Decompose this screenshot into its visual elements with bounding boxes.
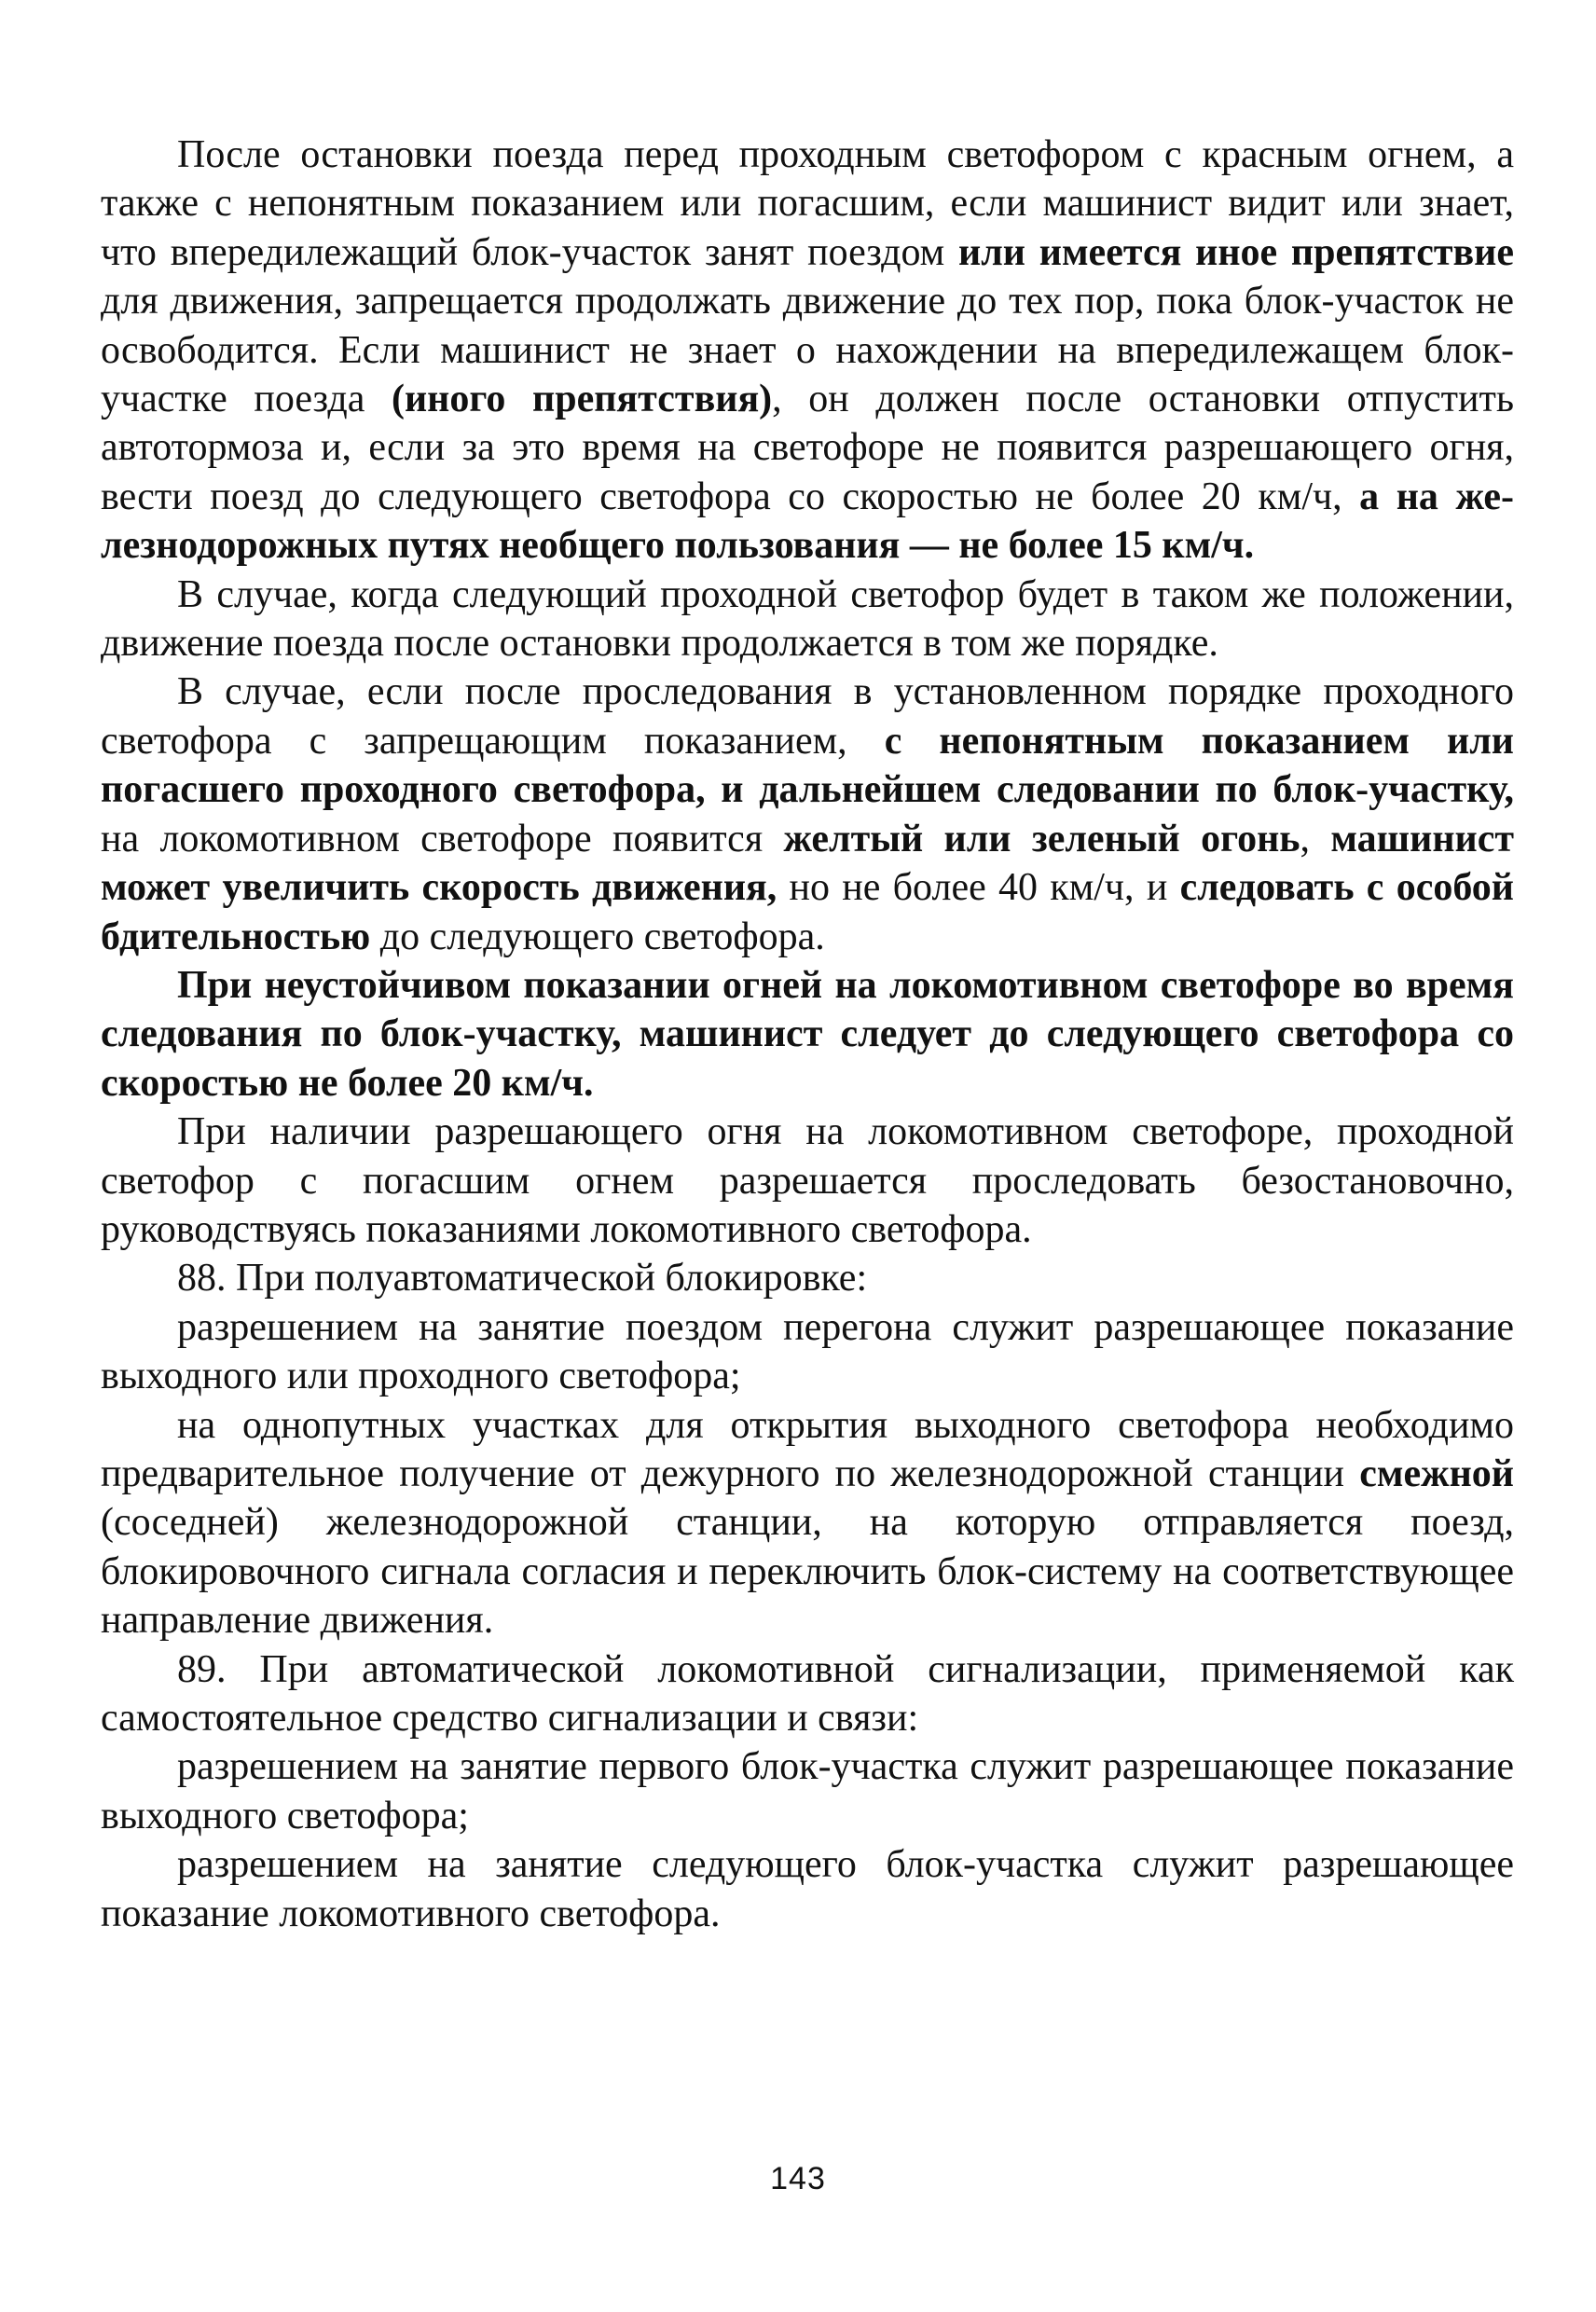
text-segment: для движения, запрещается продолжать движение до тех пор, пока блок-участок не освободится. Если машинист не знает о нахождении на впередилежащем блок-участке поезда: [101, 280, 1514, 421]
paragraph: [101, 1401, 1514, 1645]
text-segment: разрешением на занятие следующего блок-участка служит разрешающее показание локомотивного светофора.: [101, 1843, 1514, 1935]
bold-text-segment: следовать с особой бдительностью: [101, 866, 1515, 958]
text-segment: 89. При автоматической локомотивной сигнализации, применяемой как самостоятельное средство сигнализации и связи:: [101, 1647, 1514, 1740]
paragraph: [101, 667, 1514, 960]
bold-text-segment: смежной: [1359, 1452, 1514, 1495]
paragraph: [101, 571, 1514, 668]
bold-text-segment: (иного препятствия): [392, 378, 773, 421]
text-segment: После остановки поезда перед проходным светофором с красным огнем, а также с непонятным показанием или погасшим, если машинист видит или знает, что впередилежащий блок-участок занят поездом: [101, 133, 1514, 274]
paragraph: [101, 1303, 1514, 1401]
paragraph: [101, 1108, 1514, 1254]
paragraph: [101, 1645, 1514, 1743]
text-segment: до следующего светофора.: [370, 915, 825, 958]
text-segment: При наличии разрешающего огня на локомотивном светофоре, проходной светофор с погасшим огнем разрешается проследовать безостановочно, руководствуясь показаниями локомотивного светофора.: [101, 1110, 1514, 1251]
page-number: 143: [770, 2161, 826, 2196]
text-segment: на однопутных участках для открытия выходного светофора необходимо предварительное получение от дежурного по железнодорожной станции: [101, 1403, 1514, 1495]
text-segment: (соседней) железнодорожной станции, на которую отправляется поезд, блокировочного сигнала согласия и переключить блок-систему на соответствующее направление движения.: [101, 1501, 1514, 1643]
paragraph: [101, 961, 1514, 1108]
text-segment: ,: [1300, 817, 1331, 860]
bold-text-segment: или имеется иное препятствие: [958, 230, 1514, 274]
paragraph: [101, 1742, 1514, 1840]
text-segment: В случае, если после проследования в установленном порядке проходного светофора с запрещающим показанием,: [101, 670, 1514, 763]
text-segment: , он должен после остановки отпустить автотормоза и, если за это время на светофоре не появится разрешающего огня, вести поезд до следующего светофора со скоростью не более 20 км/ч,: [101, 378, 1515, 518]
text-segment: 88. При полуавтоматической блокировке:: [177, 1257, 868, 1300]
text-segment: В случае, когда следующий проходной светофор будет в таком же положении, движение поезда после остановки продолжается в том же порядке.: [101, 572, 1514, 666]
paragraph: [101, 1254, 1514, 1302]
text-segment: разрешением на занятие поездом перегона служит разрешающее показание выходного или проходного светофора;: [101, 1305, 1514, 1398]
bold-text-segment: желтый или зеленый огонь: [783, 817, 1300, 860]
bold-text-segment: а на железнодорожных путях необщего пользования — не более 15 км/ч.: [101, 475, 1514, 568]
text-segment: но не более 40 км/ч, и: [777, 866, 1180, 910]
bold-text-segment: При неустойчивом показании огней на локомотивном светофоре во время следования по блок-участку, машинист следует до следующего светофора со скоростью не более 20 км/ч.: [101, 963, 1514, 1105]
text-segment: разрешением на занятие первого блок-участка служит разрешающее показание выходного светофора;: [101, 1745, 1514, 1837]
bold-text-segment: с непонятным показанием или погасшего проходного светофора, и дальнейшем следовании по блок-участку,: [101, 719, 1514, 812]
paragraph: [101, 131, 1514, 571]
bold-text-segment: машинист может увеличить скорость движения,: [101, 817, 1514, 910]
paragraph: [101, 1840, 1514, 1938]
text-segment: на локомотивном светофоре появится: [101, 817, 784, 860]
page-body: [101, 131, 1514, 1938]
